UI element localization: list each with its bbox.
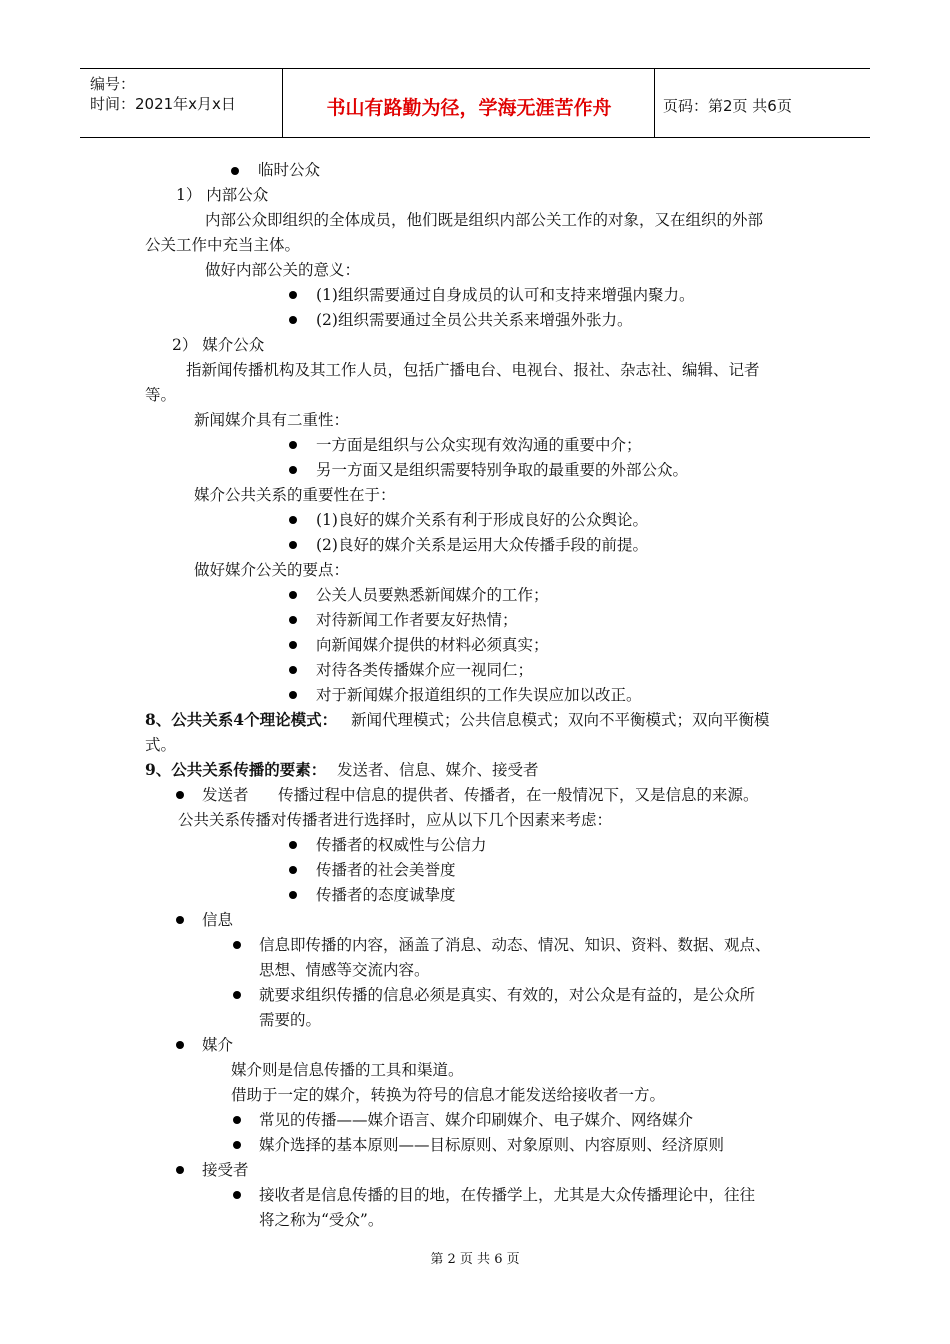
numbered-heading: 9、公共关系传播的要素：: [145, 760, 327, 779]
list-item: 传播者的社会美誉度: [316, 861, 456, 879]
list-item: 信息即传播的内容，涵盖了消息、动态、情况、知识、资料、数据、观点、: [259, 936, 771, 954]
page-footer: 第 2 页 共 6 页: [430, 1252, 520, 1267]
list-item-title: 发送者: [202, 786, 249, 804]
list-item: 向新闻媒介提供的材料必须真实；: [316, 636, 549, 654]
bullet: [289, 691, 297, 699]
list-item: (2)良好的媒介关系是运用大众传播手段的前提。: [316, 536, 648, 554]
list-item: 公关人员要熟悉新闻媒介的工作；: [316, 586, 549, 604]
list-item: (2)组织需要通过全员公共关系来增强外张力。: [316, 311, 633, 329]
text-line: 做好媒介公关的要点：: [194, 561, 350, 579]
list-item-continued: 需要的。: [259, 1011, 322, 1029]
bullet: [289, 891, 297, 899]
bullet: [231, 167, 239, 175]
bullet: [289, 841, 297, 849]
text-line: 临时公众: [258, 161, 321, 179]
list-item-description: 传播过程中信息的提供者、传播者，在一般情况下，又是信息的来源。: [278, 786, 759, 804]
list-item-title: 接受者: [202, 1161, 249, 1179]
list-item: 对于新闻媒介报道组织的工作失误应加以改正。: [316, 686, 642, 704]
list-item-title: 信息: [202, 911, 234, 929]
list-item-continued: 思想、情感等交流内容。: [259, 961, 430, 979]
paragraph-line: 内部公众即组织的全体成员，他们既是组织内部公关工作的对象，又在组织的外部: [205, 211, 764, 229]
bullet: [289, 466, 297, 474]
list-item: 对待各类传播媒介应一视同仁；: [316, 661, 534, 679]
list-item: 一方面是组织与公众实现有效沟通的重要中介；: [316, 436, 642, 454]
paragraph-line: 式。: [145, 736, 177, 754]
document-header: [80, 68, 870, 138]
bullet: [289, 666, 297, 674]
list-item: 对待新闻工作者要友好热情；: [316, 611, 518, 629]
text-line: 新闻媒介具有二重性：: [194, 411, 350, 429]
paragraph-line: 指新闻传播机构及其工作人员，包括广播电台、电视台、报社、杂志社、编辑、记者: [186, 361, 760, 379]
bullet: [176, 1041, 184, 1049]
list-item: (1)组织需要通过自身成员的认可和支持来增强内聚力。: [316, 286, 695, 304]
list-item: 接收者是信息传播的目的地，在传播学上，尤其是大众传播理论中，往往: [259, 1186, 756, 1204]
time-label: 时间：2021年x月x日: [90, 95, 236, 113]
bullet: [176, 791, 184, 799]
bullet: [289, 541, 297, 549]
bullet: [233, 991, 241, 999]
number-label: 编号：: [90, 75, 136, 93]
bullet: [233, 941, 241, 949]
heading-content: 发送者、信息、媒介、接受者: [337, 761, 539, 779]
bullet: [289, 441, 297, 449]
list-item: 常见的传播——媒介语言、媒介印刷媒介、电子媒介、网络媒介: [259, 1111, 694, 1129]
list-item-title: 媒介: [202, 1036, 234, 1054]
list-item: 传播者的态度诚挚度: [316, 886, 456, 904]
text-line: 媒介则是信息传播的工具和渠道。: [231, 1061, 464, 1079]
bullet: [289, 591, 297, 599]
heading-content: 新闻代理模式；公共信息模式；双向不平衡模式；双向平衡模: [351, 711, 770, 729]
bullet: [289, 641, 297, 649]
paragraph-line: 公关工作中充当主体。: [145, 236, 301, 254]
bullet: [289, 866, 297, 874]
bullet: [289, 291, 297, 299]
bullet: [289, 516, 297, 524]
page-label: 页码：第2页 共6页: [663, 97, 792, 115]
header-divider: [282, 69, 283, 137]
bullet: [176, 916, 184, 924]
text-line: 做好内部公关的意义：: [205, 261, 361, 279]
bullet: [233, 1191, 241, 1199]
bullet: [289, 316, 297, 324]
bullet: [233, 1116, 241, 1124]
motto: 书山有路勤为径，学海无涯苦作舟: [326, 97, 612, 119]
list-item: (1)良好的媒介关系有利于形成良好的公众舆论。: [316, 511, 648, 529]
list-item-continued: 将之称为“受众”。: [259, 1211, 384, 1229]
paragraph-line: 等。: [145, 386, 177, 404]
bullet: [289, 616, 297, 624]
header-divider: [654, 69, 655, 137]
section-heading: 2） 媒介公众: [172, 336, 265, 354]
list-item: 另一方面又是组织需要特别争取的最重要的外部公众。: [316, 461, 689, 479]
list-item: 传播者的权威性与公信力: [316, 836, 487, 854]
bullet: [233, 1141, 241, 1149]
list-item: 就要求组织传播的信息必须是真实、有效的，对公众是有益的，是公众所: [259, 986, 756, 1004]
list-item: 媒介选择的基本原则——目标原则、对象原则、内容原则、经济原则: [259, 1136, 725, 1154]
text-line: 借助于一定的媒介，转换为符号的信息才能发送给接收者一方。: [231, 1086, 666, 1104]
bullet: [176, 1166, 184, 1174]
section-heading: 1） 内部公众: [176, 186, 269, 204]
numbered-heading: 8、公共关系4个理论模式：: [145, 710, 338, 729]
text-line: 公共关系传播对传播者进行选择时，应从以下几个因素来考虑：: [178, 811, 613, 829]
text-line: 媒介公共关系的重要性在于：: [194, 486, 396, 504]
